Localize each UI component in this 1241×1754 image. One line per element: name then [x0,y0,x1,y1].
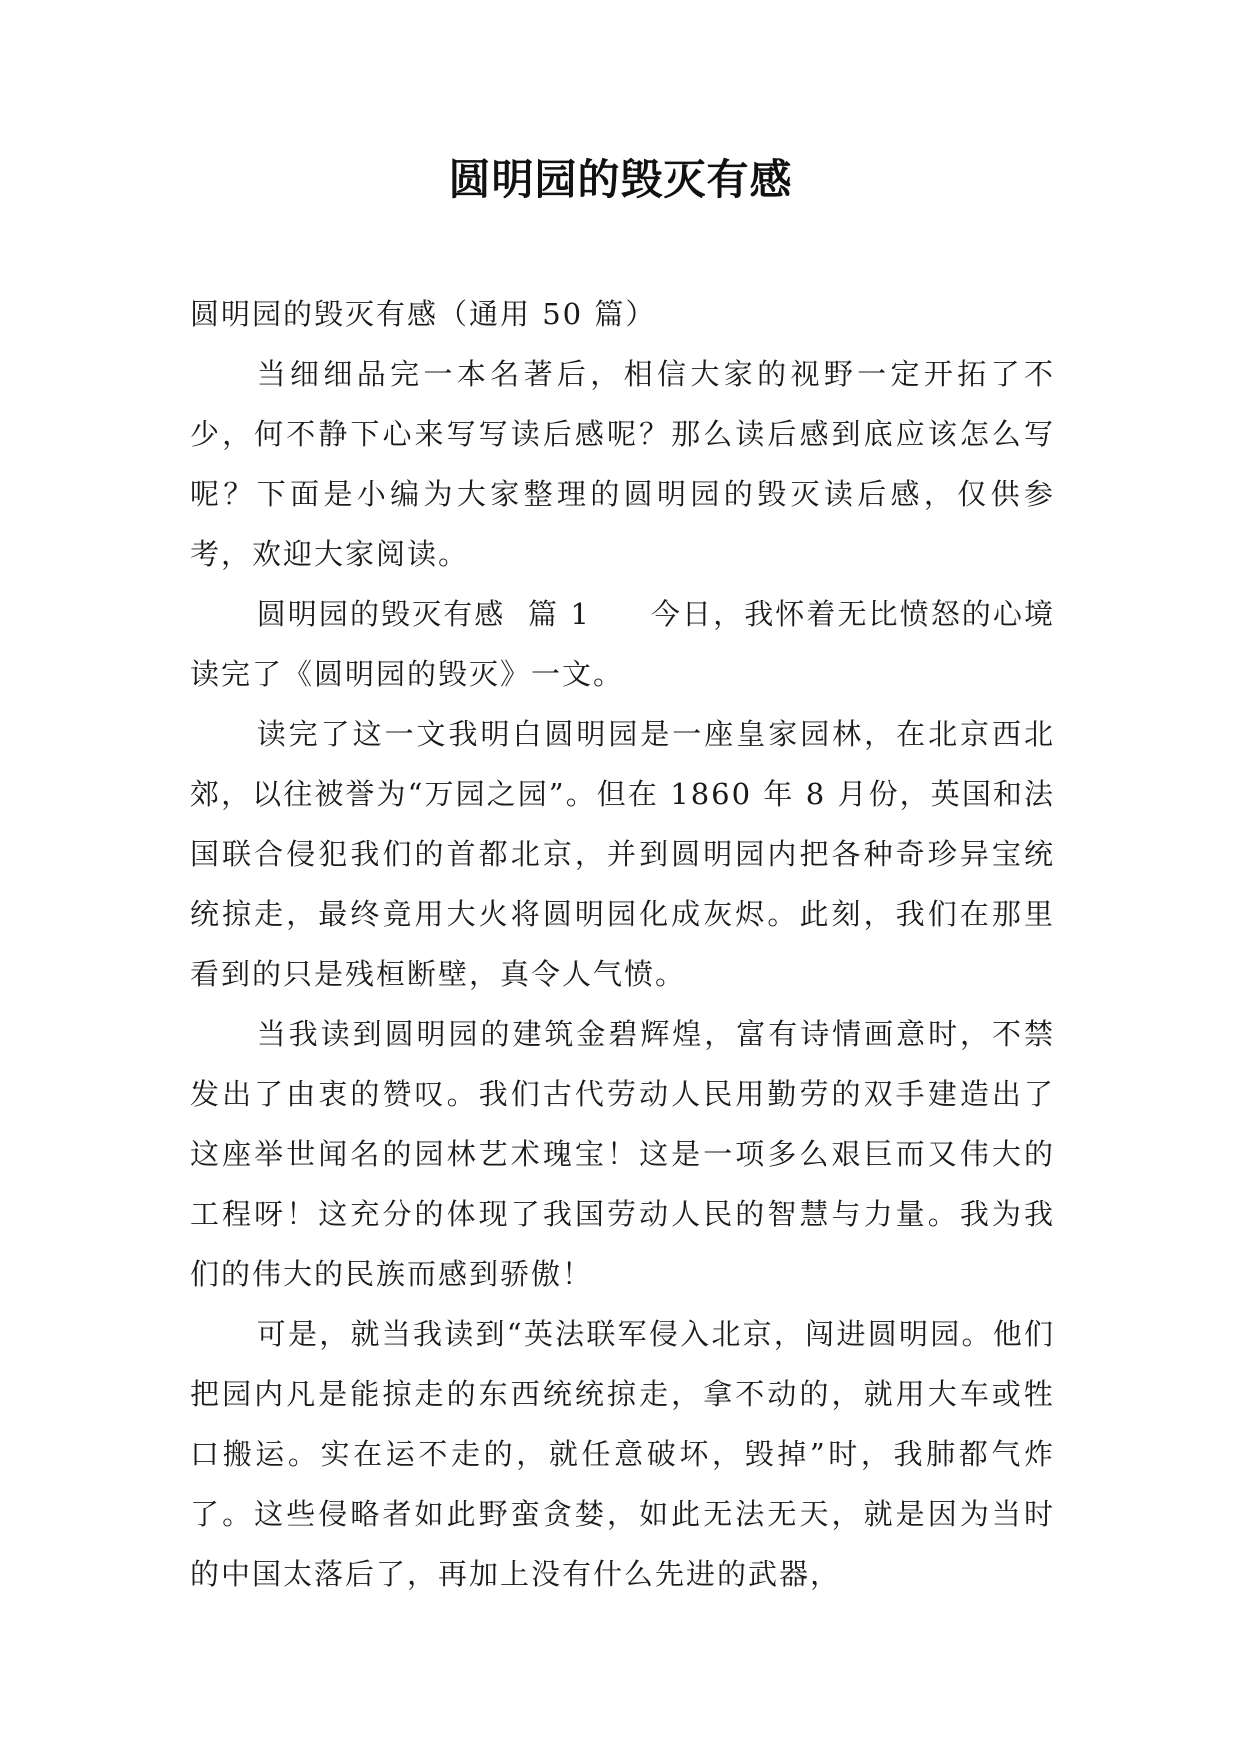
section-heading: 圆明园的毁灭有感 篇 1 [256,597,591,631]
document-title: 圆明园的毁灭有感 [448,155,793,204]
intro-paragraph: 当细细品完一本名著后，相信大家的视野一定开拓了不少，何不静下心来写写读后感呢？那么读后感到底应该怎么写呢？下面是小编为大家整理的圆明园的毁灭读后感，仅供参考，欢迎大家阅读。 [190,357,1055,571]
section-paragraph [190,584,1055,704]
document-body [190,284,1055,1604]
body-paragraph: 可是，就当我读到“英法联军侵入北京，闯进圆明园。他们把园内凡是能掠走的东西统统掠走，拿不动的，就用大车或牲口搬运。实在运不走的，就任意破坏，毁掉”时，我肺都气炸了。这些侵略者如此野蛮贪婪，如此无法无天，就是因为当时的中国太落后了，再加上没有什么先进的武器， [190,1317,1055,1591]
body-paragraph: 读完了这一文我明白圆明园是一座皇家园林，在北京西北郊，以往被誉为“万园之园”。但在 1860 年 8 月份，英国和法国联合侵犯我们的首都北京，并到圆明园内把各种奇珍异宝统统掠走，最终竟用大火将圆明园化成灰烬。此刻，我们在那里看到的只是残桓断壁，真令人气愤。 [190,717,1055,991]
section-lead: 今日，我怀着无比愤怒的心境读完了《圆明园的毁灭》一文。 [190,597,1055,691]
document-subtitle: 圆明园的毁灭有感（通用 50 篇） [190,297,657,331]
body-paragraph: 当我读到圆明园的建筑金碧辉煌，富有诗情画意时，不禁发出了由衷的赞叹。我们古代劳动人民用勤劳的双手建造出了这座举世闻名的园林艺术瑰宝！这是一项多么艰巨而又伟大的工程呀！这充分的体现了我国劳动人民的智慧与力量。我为我们的伟大的民族而感到骄傲！ [190,1017,1055,1291]
